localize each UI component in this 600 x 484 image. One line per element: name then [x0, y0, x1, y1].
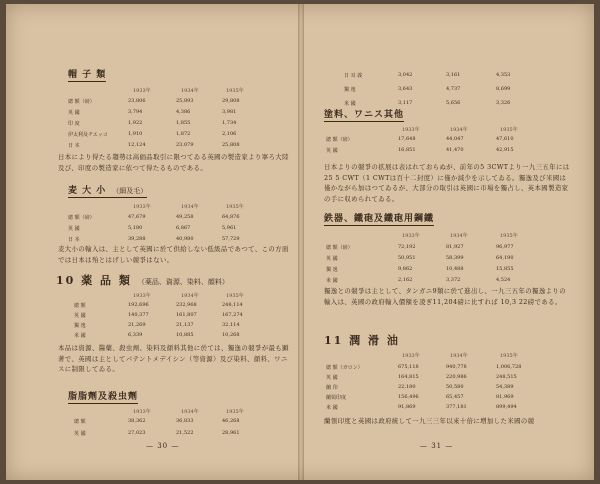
table-row — [324, 86, 564, 94]
row-value: 49,258 — [176, 214, 194, 220]
page-number-right: — 31 — — [420, 442, 454, 450]
table-row — [50, 131, 290, 139]
year-col: 1934年 — [450, 233, 468, 239]
row-value: 27,023 — [128, 430, 146, 436]
row-value: 220,986 — [446, 374, 467, 380]
row-label: 英 國 — [68, 226, 80, 232]
row-label: 英 國 — [68, 110, 80, 116]
row-value: 42,915 — [496, 147, 514, 153]
row-value: 232,968 — [176, 302, 197, 308]
paragraph-lub: 蘭領印度と英國は政府統して一九三三年以來十倍に増加した米國の競 — [324, 417, 535, 425]
year-col: 1934年 — [450, 353, 468, 359]
table-header-drugs — [50, 292, 288, 299]
book-gutter — [298, 4, 304, 480]
row-value: 1,855 — [176, 120, 191, 126]
row-value: 4,524 — [496, 277, 511, 283]
table-row — [324, 364, 564, 372]
section-number: 10 — [56, 274, 76, 287]
row-value: 1,006,728 — [496, 364, 522, 370]
row-value: 1,922 — [128, 120, 143, 126]
row-value: 16,851 — [398, 147, 416, 153]
row-value: 50,580 — [446, 384, 464, 390]
row-value: 17,648 — [398, 136, 416, 142]
table-row — [50, 225, 290, 233]
year-col: 1933年 — [402, 127, 420, 133]
table-row — [324, 394, 564, 402]
row-value: 21,137 — [176, 322, 194, 328]
row-value: 4,353 — [496, 72, 511, 78]
table-row — [50, 214, 290, 222]
book-spread — [6, 4, 594, 480]
paragraph-hats: 日本により得たる趨勢は高価品取引に限つてゐる英國の製造家より寧ろ大陸及び、印度の製造家に依つて得たるものである。 — [58, 153, 289, 172]
year-col: 1935年 — [226, 409, 244, 415]
year-col: 1933年 — [133, 409, 151, 415]
row-label: 米 國 — [326, 405, 338, 411]
row-value: 377,181 — [446, 404, 467, 410]
row-value: 21,522 — [176, 430, 194, 436]
row-value: 161,807 — [176, 312, 197, 318]
row-label: 蘭領印度 — [326, 395, 347, 401]
section-subtitle: （薬品、資源、染料、顔料） — [137, 278, 229, 286]
row-label: 英 國 — [326, 148, 338, 154]
year-col: 1934年 — [450, 127, 468, 133]
table-header-hats — [50, 87, 288, 94]
row-value: 940,778 — [446, 364, 467, 370]
row-value: 29,808 — [222, 98, 240, 104]
row-label: 英 國 — [74, 431, 86, 437]
paragraph-paint: 日本よりの競爭の拡展は表はれておらぬが、前年の5 3CWTより一九三五年には 25 5 CWT（1 CWTは百十二封度）に僅か減少を示してゐる。獨逸及び米國は僅かながら加はつてゐるが、大部分の取引は英國に市場を獨占し、英本國製造家の手に収められてゐる。 — [324, 163, 570, 203]
year-col: 1935年 — [500, 127, 518, 133]
row-value: 248,114 — [222, 302, 243, 308]
row-label: 總 額（磅） — [326, 137, 353, 143]
row-value: 5,180 — [128, 225, 143, 231]
year-col: 1934年 — [181, 88, 199, 94]
table-row — [324, 266, 564, 274]
section-number: 11 — [324, 334, 344, 347]
row-label: 印 度 — [68, 121, 80, 127]
year-col: 1935年 — [226, 88, 244, 94]
row-value: 899,494 — [496, 404, 517, 410]
row-label: 日 耳 義 — [344, 73, 363, 79]
paragraph-wheat: 麦大小の輸入は、主として英國に於て供給しない低級品であつて、この方面では日本は殆とはげしい競爭はない。 — [58, 245, 289, 264]
section-title-drugs — [56, 272, 229, 288]
row-value: 164,815 — [398, 374, 419, 380]
year-col: 1934年 — [181, 293, 199, 299]
row-value: 3,372 — [446, 277, 461, 283]
row-value: 167,274 — [222, 312, 243, 318]
row-value: 41,470 — [446, 147, 464, 153]
row-value: 10,885 — [176, 332, 194, 338]
row-value: 64,876 — [222, 214, 240, 220]
table-row — [50, 312, 290, 320]
table-row — [324, 255, 564, 263]
section-title-text: 薬 品 類 — [81, 274, 132, 287]
paragraph-drugs: 本品は資源、醫藥、殺虫劑、染料及顔料其他に於ては、獨逸の競爭が最も顕著で、英國は主としてパテントメデイシン（等資源）及び染料、顔料、ワニスに制限してゐる。 — [58, 344, 289, 373]
row-value: 36,833 — [176, 418, 194, 424]
row-label: 獨 逸 — [326, 267, 338, 273]
table-header-lub — [324, 352, 574, 359]
row-value: 47,610 — [496, 136, 514, 142]
table-row — [50, 322, 290, 330]
row-value: 248,515 — [496, 374, 517, 380]
table-row — [324, 72, 564, 80]
row-value: 1,910 — [128, 131, 143, 137]
row-value: 10,268 — [222, 332, 240, 338]
year-col: 1935年 — [500, 353, 518, 359]
year-col: 1934年 — [181, 409, 199, 415]
row-label: 總 額 — [74, 303, 86, 309]
row-value: 15,855 — [496, 266, 514, 272]
row-value: 6,867 — [176, 225, 191, 231]
section-title-wheat — [68, 186, 147, 198]
table-row — [50, 236, 290, 244]
row-value: 6,339 — [128, 332, 143, 338]
section-title-lub — [324, 332, 400, 348]
row-value: 23,806 — [128, 98, 146, 104]
row-value: 46,268 — [222, 418, 240, 424]
table-row — [324, 404, 564, 412]
row-value: 140,377 — [128, 312, 149, 318]
year-col: 1935年 — [226, 293, 244, 299]
table-row — [324, 147, 564, 155]
paragraph-arms: 獨逸との競爭は主として、タンガニ9類に於て進出し、一九三五年の獨逸よりの輸入は、英國の政府輸入價額を凌ぎ11,204磅に比すれば 10,3 22磅である。 — [324, 287, 567, 306]
section-title-paint: 塗料、ワニス其他 — [324, 110, 405, 120]
table-row — [324, 244, 564, 252]
row-value: 3,326 — [496, 100, 511, 106]
row-value: 38,362 — [128, 418, 146, 424]
row-label: 日 本 — [68, 143, 80, 149]
row-value: 58,399 — [446, 255, 464, 261]
section-title-arms: 鉄器、鐵砲及鐵砲用鋼鐵 — [324, 214, 435, 224]
row-value: 12,124 — [128, 142, 146, 148]
row-value: 3,981 — [222, 109, 237, 115]
row-label: 英 國 — [326, 256, 338, 262]
year-col: 1933年 — [402, 233, 420, 239]
year-col: 1933年 — [133, 204, 151, 210]
year-col: 1935年 — [500, 233, 518, 239]
row-value: 5,656 — [446, 100, 461, 106]
row-value: 10,488 — [446, 266, 464, 272]
row-value: 96,977 — [496, 244, 514, 250]
row-label: 總 額（磅） — [326, 245, 353, 251]
row-value: 3,161 — [446, 72, 461, 78]
row-value: 3,643 — [398, 86, 413, 92]
row-value: 675,118 — [398, 364, 419, 370]
table-row — [50, 142, 290, 150]
table-row — [324, 277, 564, 285]
row-value: 81,969 — [496, 394, 514, 400]
year-col: 1933年 — [133, 88, 151, 94]
section-title-fert: 脂脂劑及殺虫劑 — [68, 392, 139, 402]
row-value: 4,386 — [176, 109, 191, 115]
row-value: 91,869 — [398, 404, 416, 410]
row-value: 25,893 — [176, 98, 194, 104]
year-col: 1933年 — [133, 293, 151, 299]
row-label: 日 本 — [68, 237, 80, 243]
table-row — [50, 302, 290, 310]
section-subtitle: （細及毛） — [112, 187, 148, 195]
left-page — [50, 4, 288, 480]
row-label: 總 額（磅） — [68, 215, 95, 221]
page-number-left: — 30 — — [146, 442, 180, 450]
table-row — [50, 98, 290, 106]
row-value: 40,980 — [176, 236, 194, 242]
row-label: 米 國 — [344, 101, 356, 107]
row-value: 23,079 — [176, 142, 194, 148]
row-value: 44,047 — [446, 136, 464, 142]
table-row — [324, 100, 564, 108]
year-col: 1935年 — [226, 204, 244, 210]
row-value: 57,729 — [222, 236, 240, 242]
row-value: 3,117 — [398, 100, 413, 106]
table-header-paint — [324, 126, 574, 133]
row-value: 65,457 — [446, 394, 464, 400]
row-value: 64,190 — [496, 255, 514, 261]
row-value: 39,288 — [128, 236, 146, 242]
row-value: 1,872 — [176, 131, 191, 137]
table-row — [324, 136, 564, 144]
row-value: 192,696 — [128, 302, 149, 308]
row-label: 獨 逸 — [344, 87, 356, 93]
row-label: 總 額（ガロン） — [326, 365, 363, 371]
row-value: 72,192 — [398, 244, 416, 250]
row-label: 英 國 — [74, 313, 86, 319]
row-value: 2,162 — [398, 277, 413, 283]
row-label: 獨 逸 — [74, 323, 86, 329]
table-row — [324, 374, 564, 382]
section-title-text: 潤 滑 油 — [349, 334, 400, 347]
row-label: 英 國 — [326, 375, 338, 381]
row-value: 54,389 — [496, 384, 514, 390]
row-value: 22,180 — [398, 384, 416, 390]
row-value: 4,737 — [446, 86, 461, 92]
table-row — [50, 109, 290, 117]
table-row — [50, 418, 290, 426]
year-col: 1933年 — [402, 353, 420, 359]
table-header-fert — [50, 408, 288, 415]
table-header-wheat — [50, 203, 288, 210]
row-value: 1,734 — [222, 120, 237, 126]
row-value: 5,961 — [222, 225, 237, 231]
row-value: 47,679 — [128, 214, 146, 220]
section-title-hats: 帽 子 類 — [68, 70, 107, 80]
year-col: 1934年 — [181, 204, 199, 210]
row-label: 伊太利及チエッコ — [68, 132, 108, 138]
row-value: 28,961 — [222, 430, 240, 436]
section-title-text: 麦 大 小 — [68, 186, 107, 196]
table-row — [50, 120, 290, 128]
row-label: 米 國 — [74, 333, 86, 339]
row-label: 總 額 — [74, 419, 86, 425]
row-value: 21,269 — [128, 322, 146, 328]
row-value: 81,927 — [446, 244, 464, 250]
right-page — [324, 4, 574, 480]
table-row — [324, 384, 564, 392]
row-label: 米 國 — [326, 278, 338, 284]
row-value: 50,951 — [398, 255, 416, 261]
row-value: 3,042 — [398, 72, 413, 78]
table-row — [50, 332, 290, 340]
row-value: 2,106 — [222, 131, 237, 137]
row-label: 總 額（磅） — [68, 99, 95, 105]
row-value: 25,808 — [222, 142, 240, 148]
row-value: 156,496 — [398, 394, 419, 400]
row-value: 8,699 — [496, 86, 511, 92]
row-value: 3,794 — [128, 109, 143, 115]
table-row — [50, 430, 290, 438]
row-value: 9,862 — [398, 266, 413, 272]
row-label: 蘭 印 — [326, 385, 338, 391]
row-value: 32,114 — [222, 322, 240, 328]
table-header-arms — [324, 232, 574, 239]
